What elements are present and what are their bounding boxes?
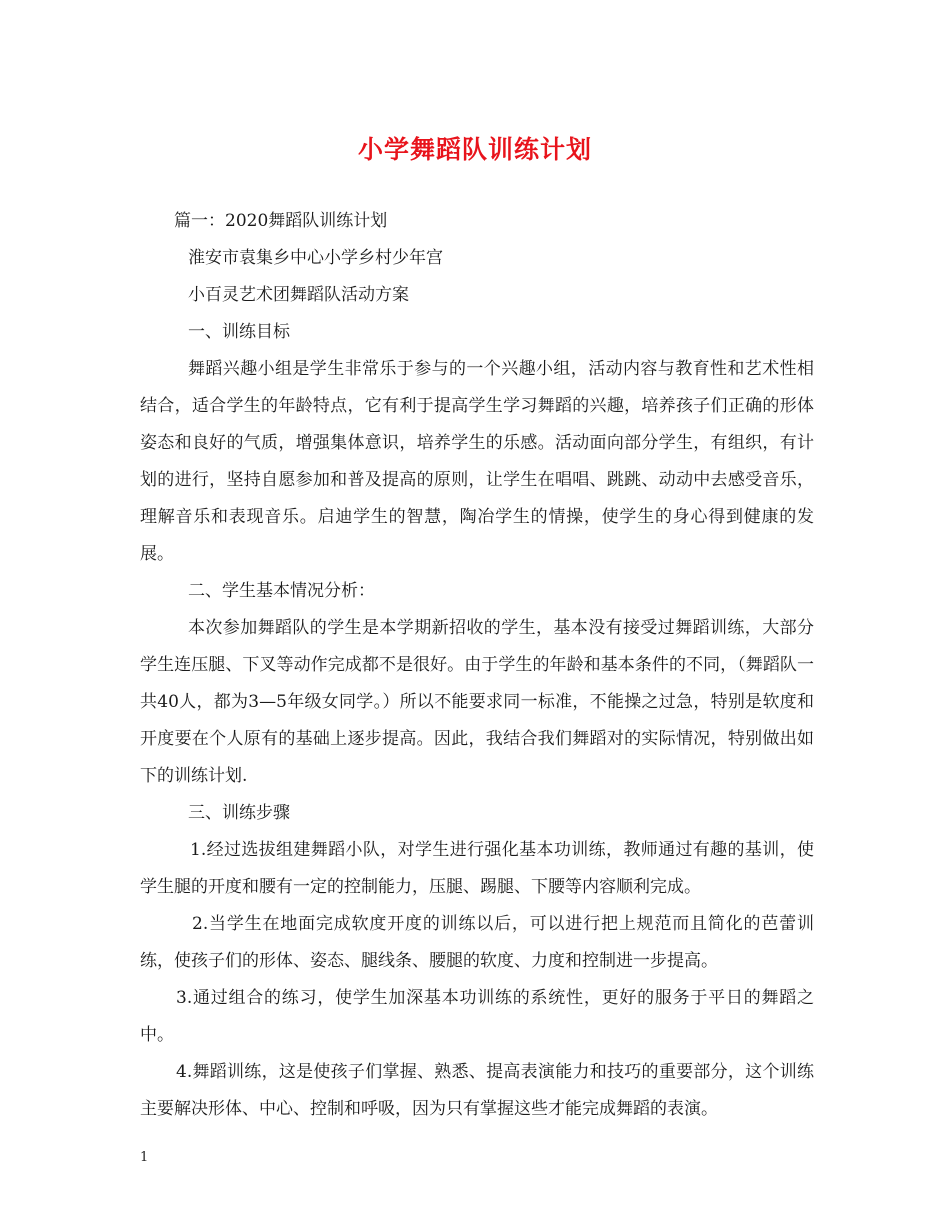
step-item-1: 1.经过选拔组建舞蹈小队，对学生进行强化基本功训练，教师通过有趣的基训，使学生腿的开度和腰有一定的控制能力，压腿、踢腿、下腰等内容顺利完成。 xyxy=(140,840,814,897)
plan-subtitle: 小百灵艺术团舞蹈队活动方案 xyxy=(188,285,409,305)
heading-student-analysis: 二、学生基本情况分析： xyxy=(188,581,375,601)
document-title: 小学舞蹈队训练计划 xyxy=(357,135,592,164)
step-item-2: 2.当学生在地面完成软度开度的训练以后，可以进行把上规范而且简化的芭蕾训练，使孩子们的形体、姿态、腿线条、腰腿的软度、力度和控制进一步提高。 xyxy=(140,914,814,971)
step-item-3: 3.通过组合的练习，使学生加深基本功训练的系统性，更好的服务于平日的舞蹈之中。 xyxy=(140,988,814,1045)
step-item-4: 4.舞蹈训练，这是使孩子们掌握、熟悉、提高表演能力和技巧的重要部分，这个训练主要解决形体、中心、控制和呼吸，因为只有掌握这些才能完成舞蹈的表演。 xyxy=(140,1062,814,1119)
paragraph-student-analysis: 本次参加舞蹈队的学生是本学期新招收的学生，基本没有接受过舞蹈训练，大部分学生连压腿、下叉等动作完成都不是很好。由于学生的年龄和基本条件的不同，（舞蹈队一共40人，都为3—5年级女同学。）所以不能要求同一标准，不能操之过急，特别是软度和开度要在个人原有的基础上逐步提高。因此，我结合我们舞蹈对的实际情况，特别做出如下的训练计划. xyxy=(140,618,814,786)
page-number: 1 xyxy=(140,1150,149,1165)
document-body xyxy=(140,203,814,1128)
heading-training-goals: 一、训练目标 xyxy=(188,322,290,342)
heading-training-steps: 三、训练步骤 xyxy=(188,803,290,823)
paragraph-training-goals: 舞蹈兴趣小组是学生非常乐于参与的一个兴趣小组，活动内容与教育性和艺术性相结合，适合学生的年龄特点，它有利于提高学生学习舞蹈的兴趣，培养孩子们正确的形体姿态和良好的气质，增强集体意识，培养学生的乐感。活动面向部分学生，有组织，有计划的进行，坚持自愿参加和普及提高的原则，让学生在唱唱、跳跳、动动中去感受音乐，理解音乐和表现音乐。启迪学生的智慧，陶冶学生的情操，使学生的身心得到健康的发展。 xyxy=(140,359,814,564)
school-name: 淮安市袁集乡中心小学乡村少年宫 xyxy=(188,248,443,268)
section-heading-part-one: 篇一：2020舞蹈队训练计划 xyxy=(174,211,388,231)
